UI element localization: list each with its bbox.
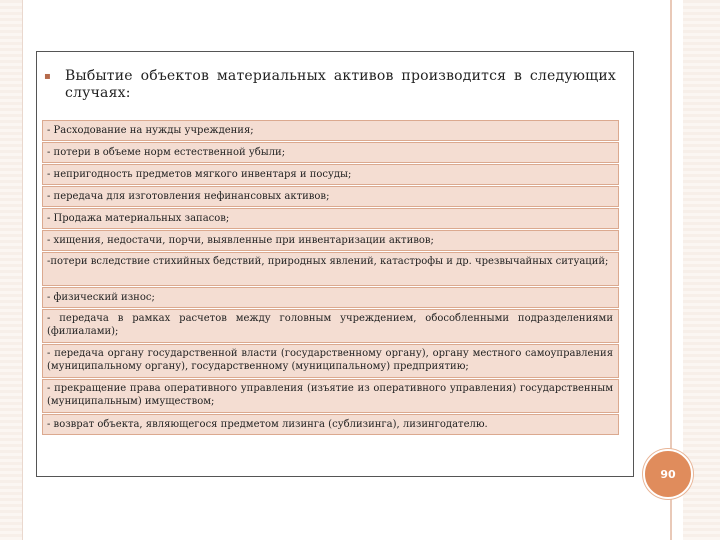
list-item: - хищения, недостачи, порчи, выявленные при инвентаризации активов; bbox=[42, 230, 619, 251]
list-item: - прекращение права оперативного управления (изъятие из оперативного управления) государственным (муниципальным) имуществом; bbox=[42, 379, 619, 413]
list-item: - передача для изготовления нефинансовых активов; bbox=[42, 186, 619, 207]
left-decorative-stripe bbox=[0, 0, 22, 540]
left-decorative-line bbox=[22, 0, 23, 540]
list-item: - возврат объекта, являющегося предметом лизинга (сублизинга), лизингодателю. bbox=[42, 414, 619, 435]
items-list bbox=[42, 120, 619, 436]
list-item: - передача в рамках расчетов между головным учреждением, обособленными подразделениями (филиалами); bbox=[42, 309, 619, 343]
list-item: - Расходование на нужды учреждения; bbox=[42, 120, 619, 141]
list-item: - потери в объеме норм естественной убыли; bbox=[42, 142, 619, 163]
bullet-icon: ▪ bbox=[44, 71, 51, 82]
intro-text: Выбытие объектов материальных активов производится в следующих случаях: bbox=[65, 68, 616, 101]
list-item: - передача органу государственной власти (государственному органу), органу местного самоуправления (муниципальному органу), государственному (муниципальному) предприятию; bbox=[42, 344, 619, 378]
page-number-badge: 90 bbox=[643, 449, 693, 499]
list-item: - физический износ; bbox=[42, 287, 619, 308]
intro-paragraph bbox=[44, 68, 616, 102]
list-item: - непригодность предметов мягкого инвентаря и посуды; bbox=[42, 164, 619, 185]
list-item: -потери вследствие стихийных бедствий, природных явлений, катастрофы и др. чрезвычайных ситуаций; bbox=[42, 252, 619, 286]
list-item: - Продажа материальных запасов; bbox=[42, 208, 619, 229]
